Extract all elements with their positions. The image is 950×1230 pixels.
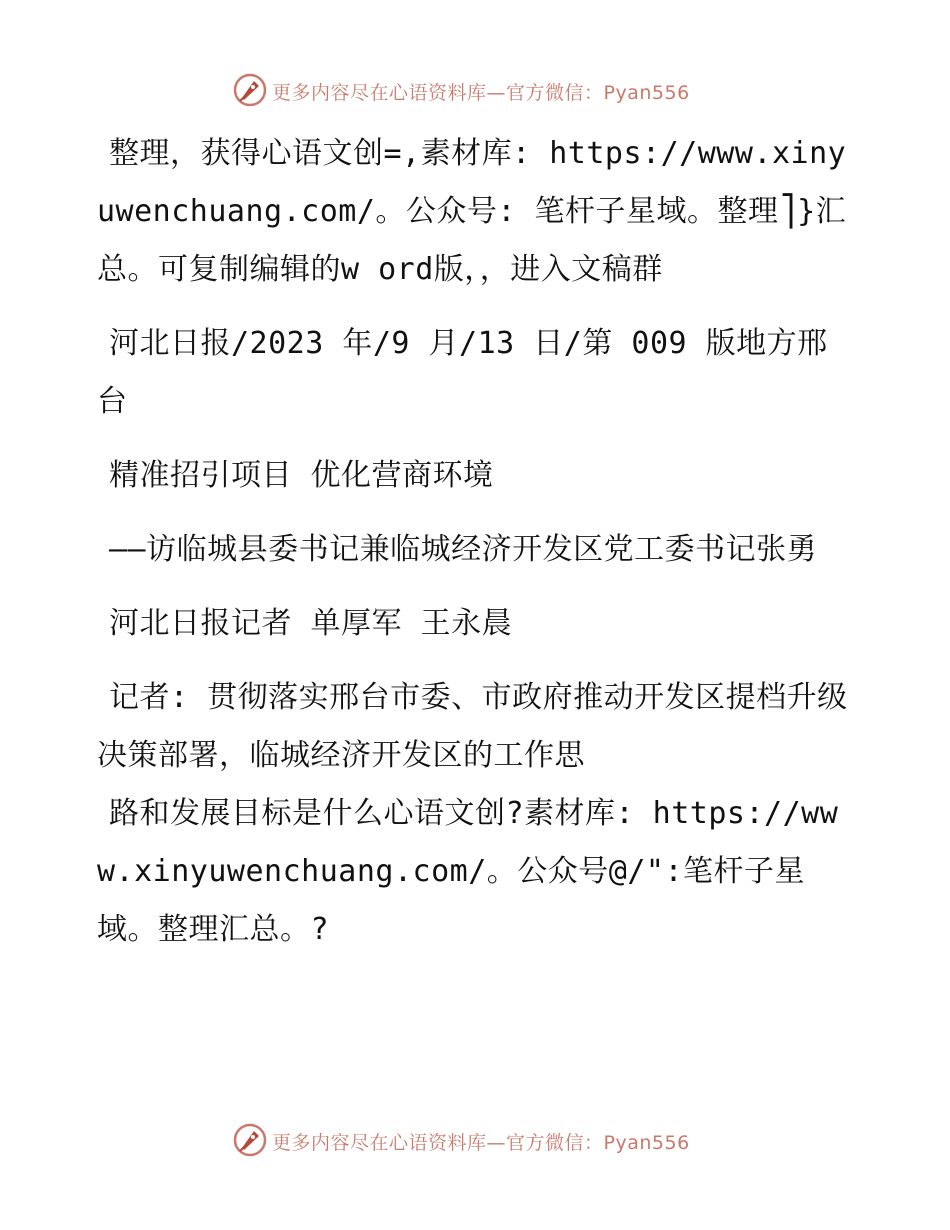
- header-watermark: [0, 70, 950, 110]
- question-continuation: 路和发展目标是什么心语文创?素材库: https://www.xinyuwenchuang.com/。公众号@/":笔杆子星域。整理汇总。?: [97, 796, 839, 947]
- fountain-pen-nib-icon: [232, 1122, 268, 1158]
- article-subtitle: ——访临城县委书记兼临城经济开发区党工委书记张勇: [109, 532, 818, 567]
- watermark-text: 更多内容尽在心语资料库—官方微信：Pyan556: [272, 82, 690, 104]
- byline: 河北日报记者 单厚军 王永晨: [109, 606, 513, 641]
- document-body: [97, 125, 857, 975]
- watermark-text: 更多内容尽在心语资料库—官方微信：Pyan556: [272, 1132, 690, 1154]
- footer-watermark: [0, 1120, 950, 1160]
- intro-paragraph: 整理，获得心语文创=,素材库: https://www.xinyuwenchuang.com/。公众号: 笔杆子星域。整理⎤}汇总。可复制编辑的w ord版，，进入文稿群: [97, 136, 847, 287]
- source-line: 河北日报/2023 年/9 月/13 日/第 009 版地方邢台: [97, 326, 828, 419]
- question-paragraph: 记者: 贯彻落实邢台市委、市政府推动开发区提档升级决策部署，临城经济开发区的工作思: [97, 680, 848, 773]
- fountain-pen-nib-icon: [232, 72, 268, 108]
- article-title: 精准招引项目 优化营商环境: [109, 458, 494, 493]
